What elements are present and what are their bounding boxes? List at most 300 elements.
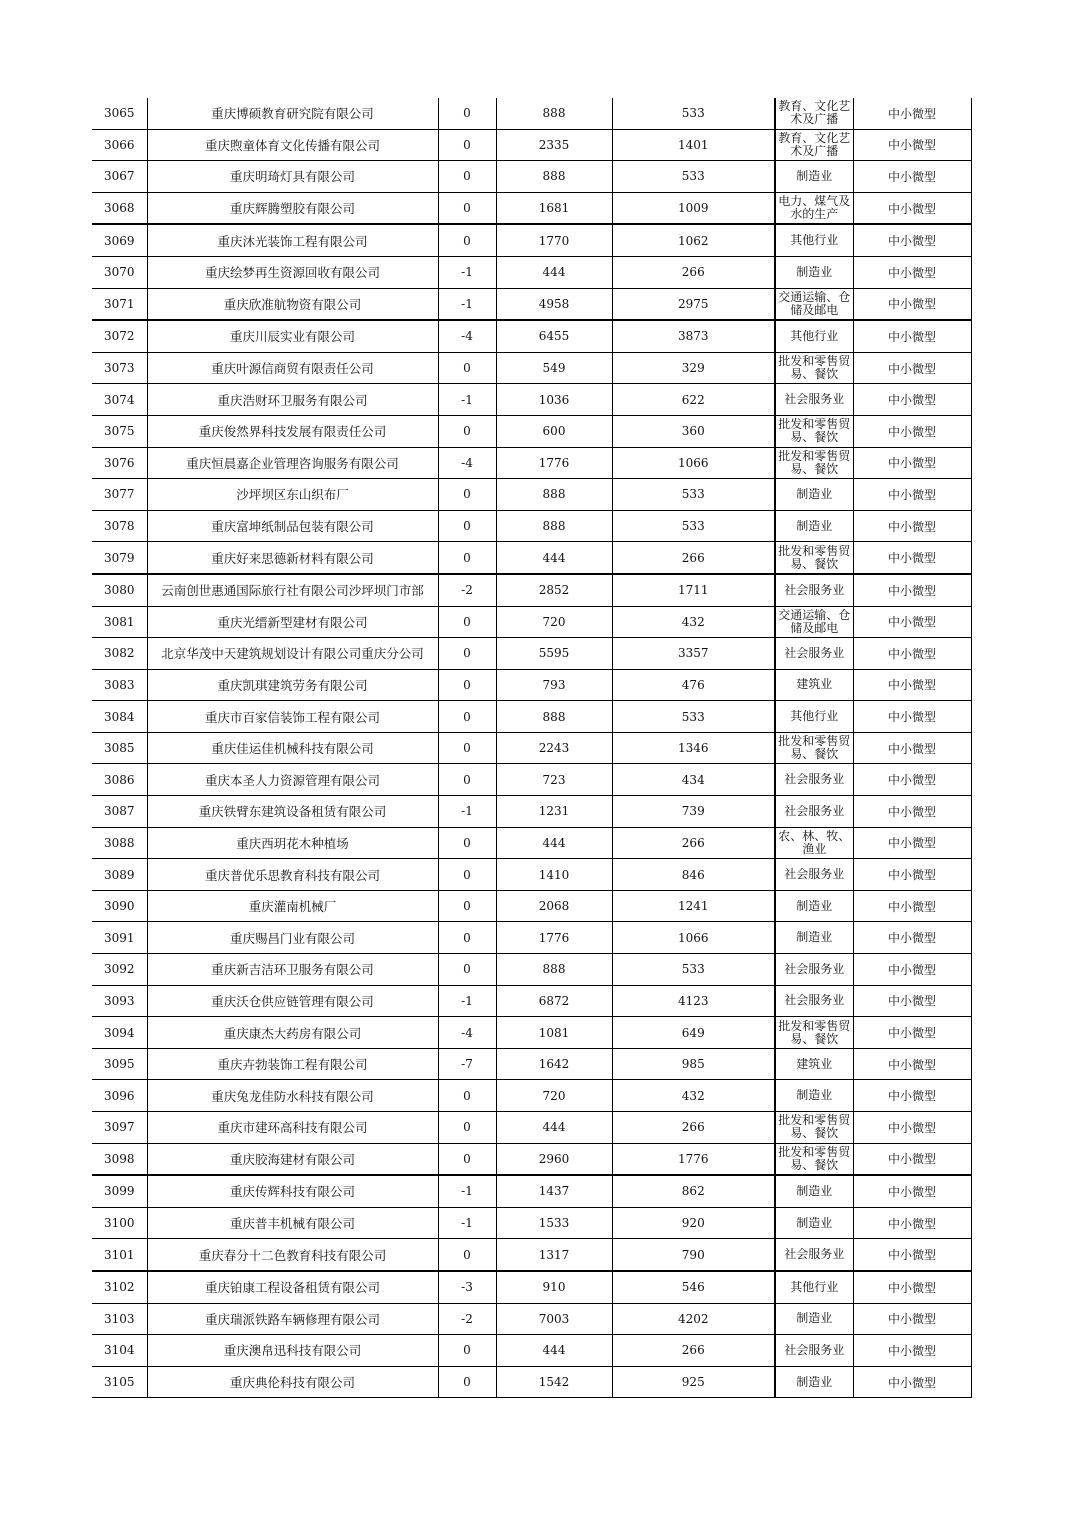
value-a-cell: 1542 [496, 1366, 612, 1398]
enterprise-type-cell: 中小微型 [853, 510, 971, 542]
industry-label: 批发和零售贸易、餐饮 [778, 418, 851, 445]
company-name-cell: 重庆恒晨嘉企业管理咨询服务有限公司 [147, 447, 438, 479]
industry-label: 社会服务业 [784, 1248, 845, 1262]
value-b-cell: 533 [612, 98, 775, 129]
company-name-cell: 重庆典伦科技有限公司 [147, 1366, 438, 1398]
value-b-cell: 3873 [612, 320, 775, 352]
industry-cell [775, 1366, 853, 1398]
id-cell: 3068 [92, 192, 147, 224]
table-row [92, 985, 971, 1017]
value-a-cell: 444 [496, 827, 612, 859]
industry-cell [775, 669, 853, 701]
industry-cell [775, 859, 853, 891]
company-name-cell: 北京华茂中天建筑规划设计有限公司重庆分公司 [147, 638, 438, 670]
table-row [92, 922, 971, 954]
value-b-cell: 1009 [612, 192, 775, 224]
company-name-cell: 重庆普丰机械有限公司 [147, 1207, 438, 1239]
company-name-cell: 重庆欣准航物资有限公司 [147, 288, 438, 320]
change-cell: -2 [438, 1303, 496, 1335]
table-row [92, 256, 971, 288]
company-name-cell: 重庆佳运佳机械科技有限公司 [147, 732, 438, 764]
company-name-cell: 重庆叶源信商贸有限责任公司 [147, 352, 438, 384]
industry-label: 社会服务业 [784, 994, 845, 1008]
table-row [92, 192, 971, 224]
change-cell: 0 [438, 129, 496, 161]
table-row [92, 542, 971, 574]
industry-label: 社会服务业 [784, 1343, 845, 1357]
change-cell: 0 [438, 352, 496, 384]
id-cell: 3080 [92, 574, 147, 606]
industry-label: 制造业 [796, 1089, 833, 1103]
enterprise-type-cell: 中小微型 [853, 1239, 971, 1271]
company-name-cell: 重庆沃仓供应链管理有限公司 [147, 985, 438, 1017]
industry-label: 教育、文化艺术及广播 [778, 131, 851, 158]
industry-label: 制造业 [796, 487, 833, 501]
id-cell: 3104 [92, 1335, 147, 1367]
industry-label: 批发和零售贸易、餐饮 [778, 1019, 851, 1046]
value-a-cell: 6872 [496, 985, 612, 1017]
table-row [92, 1175, 971, 1207]
company-name-cell: 重庆沐光装饰工程有限公司 [147, 224, 438, 256]
change-cell: -4 [438, 1017, 496, 1049]
industry-cell [775, 890, 853, 922]
table-row [92, 1239, 971, 1271]
enterprise-type-cell: 中小微型 [853, 447, 971, 479]
id-cell: 3103 [92, 1303, 147, 1335]
industry-cell [775, 98, 853, 129]
value-b-cell: 1346 [612, 732, 775, 764]
table-row [92, 384, 971, 416]
enterprise-type-cell: 中小微型 [853, 288, 971, 320]
industry-label: 社会服务业 [784, 646, 845, 660]
enterprise-type-cell: 中小微型 [853, 1112, 971, 1144]
value-a-cell: 1776 [496, 447, 612, 479]
change-cell: 0 [438, 510, 496, 542]
industry-cell [775, 796, 853, 828]
industry-cell [775, 764, 853, 796]
industry-cell [775, 922, 853, 954]
id-cell: 3066 [92, 129, 147, 161]
value-a-cell: 5595 [496, 638, 612, 670]
change-cell: 0 [438, 606, 496, 638]
value-b-cell: 360 [612, 415, 775, 447]
table-row [92, 161, 971, 193]
id-cell: 3101 [92, 1239, 147, 1271]
value-a-cell: 444 [496, 1112, 612, 1144]
industry-cell [775, 288, 853, 320]
industry-label: 批发和零售贸易、餐饮 [778, 1145, 851, 1172]
industry-label: 社会服务业 [784, 868, 845, 882]
id-cell: 3065 [92, 98, 147, 129]
company-name-cell: 重庆普优乐思教育科技有限公司 [147, 859, 438, 891]
table-row [92, 1335, 971, 1367]
table-row [92, 701, 971, 733]
table-row [92, 1207, 971, 1239]
industry-label: 其他行业 [790, 1280, 839, 1294]
value-b-cell: 739 [612, 796, 775, 828]
value-b-cell: 432 [612, 606, 775, 638]
industry-cell [775, 1143, 853, 1175]
value-b-cell: 266 [612, 1112, 775, 1144]
value-b-cell: 329 [612, 352, 775, 384]
industry-cell [775, 1239, 853, 1271]
id-cell: 3105 [92, 1366, 147, 1398]
change-cell: 0 [438, 764, 496, 796]
id-cell: 3094 [92, 1017, 147, 1049]
enterprise-type-cell: 中小微型 [853, 224, 971, 256]
enterprise-type-cell: 中小微型 [853, 479, 971, 511]
industry-label: 批发和零售贸易、餐饮 [778, 449, 851, 476]
enterprise-type-cell: 中小微型 [853, 192, 971, 224]
enterprise-type-cell: 中小微型 [853, 415, 971, 447]
change-cell: -1 [438, 1207, 496, 1239]
company-name-cell: 重庆本圣人力资源管理有限公司 [147, 764, 438, 796]
value-a-cell: 1642 [496, 1048, 612, 1080]
table-row [92, 1143, 971, 1175]
industry-label: 制造业 [796, 1184, 833, 1198]
industry-cell [775, 320, 853, 352]
id-cell: 3098 [92, 1143, 147, 1175]
value-b-cell: 1241 [612, 890, 775, 922]
industry-cell [775, 1207, 853, 1239]
industry-cell [775, 954, 853, 986]
value-b-cell: 4123 [612, 985, 775, 1017]
value-b-cell: 432 [612, 1080, 775, 1112]
id-cell: 3089 [92, 859, 147, 891]
id-cell: 3067 [92, 161, 147, 193]
value-a-cell: 2243 [496, 732, 612, 764]
change-cell: 0 [438, 890, 496, 922]
id-cell: 3084 [92, 701, 147, 733]
enterprise-type-cell: 中小微型 [853, 129, 971, 161]
value-a-cell: 600 [496, 415, 612, 447]
value-a-cell: 888 [496, 98, 612, 129]
value-b-cell: 649 [612, 1017, 775, 1049]
industry-label: 交通运输、仓储及邮电 [778, 608, 851, 635]
change-cell: 0 [438, 1366, 496, 1398]
enterprise-type-cell: 中小微型 [853, 1048, 971, 1080]
company-name-cell: 重庆凯琪建筑劳务有限公司 [147, 669, 438, 701]
industry-label: 其他行业 [790, 234, 839, 248]
value-b-cell: 546 [612, 1271, 775, 1303]
id-cell: 3091 [92, 922, 147, 954]
table-row [92, 352, 971, 384]
industry-cell [775, 701, 853, 733]
id-cell: 3082 [92, 638, 147, 670]
enterprise-type-cell: 中小微型 [853, 764, 971, 796]
company-name-cell: 重庆胶海建材有限公司 [147, 1143, 438, 1175]
enterprise-type-cell: 中小微型 [853, 1080, 971, 1112]
change-cell: -1 [438, 1175, 496, 1207]
value-b-cell: 1401 [612, 129, 775, 161]
change-cell: 0 [438, 224, 496, 256]
value-b-cell: 3357 [612, 638, 775, 670]
company-name-cell: 重庆瑞派铁路车辆修理有限公司 [147, 1303, 438, 1335]
industry-cell [775, 129, 853, 161]
value-a-cell: 444 [496, 1335, 612, 1367]
industry-label: 教育、文化艺术及广播 [778, 100, 851, 127]
table-row [92, 638, 971, 670]
enterprise-type-cell: 中小微型 [853, 1271, 971, 1303]
table-row [92, 954, 971, 986]
company-name-cell: 重庆新吉洁环卫服务有限公司 [147, 954, 438, 986]
industry-cell [775, 1048, 853, 1080]
company-name-cell: 重庆传辉科技有限公司 [147, 1175, 438, 1207]
value-b-cell: 266 [612, 1335, 775, 1367]
change-cell: -3 [438, 1271, 496, 1303]
id-cell: 3073 [92, 352, 147, 384]
table-row [92, 606, 971, 638]
industry-label: 制造业 [796, 1312, 833, 1326]
value-a-cell: 1681 [496, 192, 612, 224]
table-row [92, 764, 971, 796]
company-name-cell: 重庆灌南机械厂 [147, 890, 438, 922]
enterprise-type-cell: 中小微型 [853, 1017, 971, 1049]
industry-cell [775, 161, 853, 193]
value-b-cell: 846 [612, 859, 775, 891]
industry-cell [775, 510, 853, 542]
enterprise-table [92, 98, 972, 1398]
industry-cell [775, 224, 853, 256]
industry-label: 社会服务业 [784, 393, 845, 407]
change-cell: 0 [438, 479, 496, 511]
change-cell: 0 [438, 98, 496, 129]
change-cell: -4 [438, 320, 496, 352]
company-name-cell: 重庆明琦灯具有限公司 [147, 161, 438, 193]
id-cell: 3077 [92, 479, 147, 511]
company-name-cell: 重庆铁臂东建筑设备租赁有限公司 [147, 796, 438, 828]
value-b-cell: 925 [612, 1366, 775, 1398]
industry-label: 社会服务业 [784, 773, 845, 787]
id-cell: 3071 [92, 288, 147, 320]
industry-label: 其他行业 [790, 329, 839, 343]
value-a-cell: 1036 [496, 384, 612, 416]
value-b-cell: 533 [612, 510, 775, 542]
industry-cell [775, 574, 853, 606]
company-name-cell: 重庆光缙新型建材有限公司 [147, 606, 438, 638]
company-name-cell: 重庆富坤纸制品包装有限公司 [147, 510, 438, 542]
enterprise-type-cell: 中小微型 [853, 796, 971, 828]
enterprise-type-cell: 中小微型 [853, 574, 971, 606]
value-a-cell: 2852 [496, 574, 612, 606]
company-name-cell: 重庆西玥花木种植场 [147, 827, 438, 859]
value-a-cell: 1317 [496, 1239, 612, 1271]
value-b-cell: 1711 [612, 574, 775, 606]
change-cell: 0 [438, 827, 496, 859]
id-cell: 3076 [92, 447, 147, 479]
change-cell: 0 [438, 922, 496, 954]
value-a-cell: 444 [496, 256, 612, 288]
value-b-cell: 266 [612, 827, 775, 859]
change-cell: 0 [438, 669, 496, 701]
enterprise-type-cell: 中小微型 [853, 606, 971, 638]
table-row [92, 574, 971, 606]
enterprise-type-cell: 中小微型 [853, 161, 971, 193]
id-cell: 3070 [92, 256, 147, 288]
value-b-cell: 790 [612, 1239, 775, 1271]
enterprise-type-cell: 中小微型 [853, 1143, 971, 1175]
change-cell: 0 [438, 1143, 496, 1175]
industry-label: 电力、煤气及水的生产 [778, 195, 851, 222]
industry-label: 其他行业 [790, 710, 839, 724]
table-row [92, 129, 971, 161]
id-cell: 3075 [92, 415, 147, 447]
value-b-cell: 920 [612, 1207, 775, 1239]
value-a-cell: 888 [496, 701, 612, 733]
id-cell: 3093 [92, 985, 147, 1017]
enterprise-type-cell: 中小微型 [853, 352, 971, 384]
value-a-cell: 1770 [496, 224, 612, 256]
id-cell: 3102 [92, 1271, 147, 1303]
company-name-cell: 重庆市百家信装饰工程有限公司 [147, 701, 438, 733]
value-b-cell: 1066 [612, 447, 775, 479]
industry-cell [775, 542, 853, 574]
value-a-cell: 720 [496, 606, 612, 638]
industry-cell [775, 1080, 853, 1112]
company-name-cell: 重庆煦童体育文化传播有限公司 [147, 129, 438, 161]
change-cell: 0 [438, 542, 496, 574]
table-row [92, 288, 971, 320]
company-name-cell: 重庆澳帛迅科技有限公司 [147, 1335, 438, 1367]
industry-cell [775, 1335, 853, 1367]
table-row [92, 447, 971, 479]
value-a-cell: 888 [496, 510, 612, 542]
value-a-cell: 444 [496, 542, 612, 574]
industry-cell [775, 1303, 853, 1335]
table-row [92, 732, 971, 764]
industry-cell [775, 384, 853, 416]
table-row [92, 1112, 971, 1144]
change-cell: -7 [438, 1048, 496, 1080]
enterprise-type-cell: 中小微型 [853, 922, 971, 954]
change-cell: 0 [438, 701, 496, 733]
industry-label: 社会服务业 [784, 583, 845, 597]
enterprise-type-cell: 中小微型 [853, 1335, 971, 1367]
change-cell: 0 [438, 161, 496, 193]
table-row [92, 415, 971, 447]
value-a-cell: 720 [496, 1080, 612, 1112]
value-b-cell: 1062 [612, 224, 775, 256]
id-cell: 3069 [92, 224, 147, 256]
industry-cell [775, 606, 853, 638]
company-name-cell: 重庆绘梦再生资源回收有限公司 [147, 256, 438, 288]
table-row [92, 796, 971, 828]
industry-cell [775, 479, 853, 511]
value-b-cell: 4202 [612, 1303, 775, 1335]
industry-cell [775, 827, 853, 859]
value-a-cell: 2068 [496, 890, 612, 922]
company-name-cell: 重庆博硕教育研究院有限公司 [147, 98, 438, 129]
industry-cell [775, 1271, 853, 1303]
value-a-cell: 1081 [496, 1017, 612, 1049]
table-row [92, 1048, 971, 1080]
id-cell: 3079 [92, 542, 147, 574]
company-name-cell: 重庆俊然界科技发展有限责任公司 [147, 415, 438, 447]
industry-cell [775, 447, 853, 479]
enterprise-type-cell: 中小微型 [853, 638, 971, 670]
id-cell: 3092 [92, 954, 147, 986]
company-name-cell: 重庆辉腾塑胶有限公司 [147, 192, 438, 224]
change-cell: 0 [438, 1239, 496, 1271]
industry-label: 社会服务业 [784, 804, 845, 818]
value-b-cell: 1066 [612, 922, 775, 954]
industry-label: 社会服务业 [784, 962, 845, 976]
change-cell: -4 [438, 447, 496, 479]
company-name-cell: 重庆赐昌门业有限公司 [147, 922, 438, 954]
industry-cell [775, 352, 853, 384]
table-row [92, 1017, 971, 1049]
company-name-cell: 重庆兔龙佳防水科技有限公司 [147, 1080, 438, 1112]
table-row [92, 827, 971, 859]
value-a-cell: 888 [496, 954, 612, 986]
value-a-cell: 1533 [496, 1207, 612, 1239]
id-cell: 3087 [92, 796, 147, 828]
company-name-cell: 重庆铂康工程设备租赁有限公司 [147, 1271, 438, 1303]
industry-label: 制造业 [796, 169, 833, 183]
value-b-cell: 533 [612, 701, 775, 733]
enterprise-type-cell: 中小微型 [853, 1366, 971, 1398]
change-cell: -1 [438, 985, 496, 1017]
change-cell: -2 [438, 574, 496, 606]
value-a-cell: 6455 [496, 320, 612, 352]
industry-cell [775, 1175, 853, 1207]
table-row [92, 1080, 971, 1112]
id-cell: 3097 [92, 1112, 147, 1144]
industry-label: 批发和零售贸易、餐饮 [778, 355, 851, 382]
table-row [92, 669, 971, 701]
id-cell: 3072 [92, 320, 147, 352]
enterprise-type-cell: 中小微型 [853, 1175, 971, 1207]
id-cell: 3074 [92, 384, 147, 416]
change-cell: 0 [438, 638, 496, 670]
industry-cell [775, 1017, 853, 1049]
value-b-cell: 533 [612, 479, 775, 511]
value-a-cell: 793 [496, 669, 612, 701]
industry-label: 制造业 [796, 931, 833, 945]
change-cell: -1 [438, 384, 496, 416]
industry-label: 批发和零售贸易、餐饮 [778, 1114, 851, 1141]
enterprise-type-cell: 中小微型 [853, 827, 971, 859]
company-name-cell: 云南创世惠通国际旅行社有限公司沙坪坝门市部 [147, 574, 438, 606]
enterprise-type-cell: 中小微型 [853, 98, 971, 129]
enterprise-type-cell: 中小微型 [853, 256, 971, 288]
value-a-cell: 549 [496, 352, 612, 384]
value-b-cell: 622 [612, 384, 775, 416]
table-row [92, 859, 971, 891]
industry-label: 批发和零售贸易、餐饮 [778, 544, 851, 571]
industry-label: 批发和零售贸易、餐饮 [778, 735, 851, 762]
id-cell: 3096 [92, 1080, 147, 1112]
id-cell: 3083 [92, 669, 147, 701]
company-name-cell: 重庆市建环高科技有限公司 [147, 1112, 438, 1144]
id-cell: 3078 [92, 510, 147, 542]
company-name-cell: 重庆康杰大药房有限公司 [147, 1017, 438, 1049]
enterprise-type-cell: 中小微型 [853, 320, 971, 352]
value-a-cell: 2960 [496, 1143, 612, 1175]
enterprise-type-cell: 中小微型 [853, 542, 971, 574]
change-cell: 0 [438, 1112, 496, 1144]
id-cell: 3081 [92, 606, 147, 638]
table-row [92, 98, 971, 129]
change-cell: 0 [438, 415, 496, 447]
company-name-cell: 重庆春分十二色教育科技有限公司 [147, 1239, 438, 1271]
industry-cell [775, 732, 853, 764]
table-body [92, 98, 971, 1398]
change-cell: 0 [438, 192, 496, 224]
value-a-cell: 1231 [496, 796, 612, 828]
enterprise-type-cell: 中小微型 [853, 1303, 971, 1335]
company-name-cell: 重庆卉勃装饰工程有限公司 [147, 1048, 438, 1080]
